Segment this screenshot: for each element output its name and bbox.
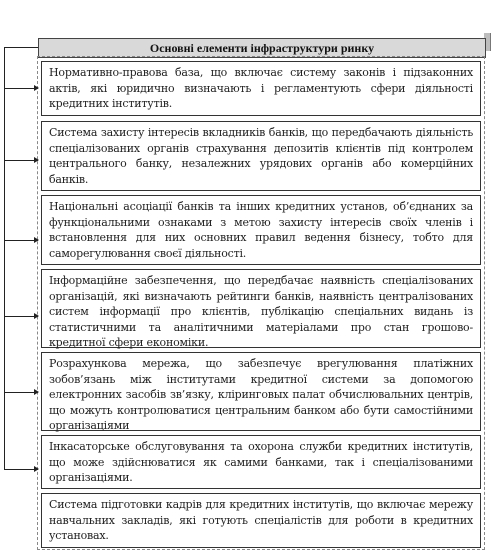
arrow-5 (4, 392, 38, 393)
connector-spine (4, 47, 5, 469)
arrow-4 (4, 316, 38, 317)
element-box-information-support: Інформаційне забезпечення, що передбачає наявність спеціалізованих організацій, які визначають рейтинги банків, наявність централізованих систем інформації про клієнтів, публікацію спеціальних видань із статистичними та аналітичними матеріалами про стан грошово-кредитної сфери економіки. (41, 269, 481, 348)
element-box-settlement-network: Розрахункова мережа, що забезпечує врегулювання платіжних зобов’язань між інститутами кредитної системи за допомогою електронних засобів зв’язку, кліринговых палат обчислювальних центрів, що можуть контролюватися центральним банком або бути самостійними організаціями (41, 352, 481, 431)
element-box-depositor-protection: Система захисту інтересів вкладників банків, що передбачають діяльність спеціалізованих органів страхування депозитів клієнтів під контролем центрального банку, незалежних урядових органів або комерційних банків. (41, 121, 481, 191)
arrow-3 (4, 240, 38, 241)
arrow-2 (4, 160, 38, 161)
element-box-cash-collection: Інкасаторське обслуговування та охорона служби кредитних інститутів, що може здійснюватися як самими банками, так і спеціалізованими організаціями. (41, 435, 481, 489)
arrow-6 (4, 469, 38, 470)
element-box-legal-base: Нормативно-правова база, що включає систему законів і підзаконних актів, які юридично визначають і регламентують сфери діяльності кредитних інститутів. (41, 61, 481, 116)
element-box-associations: Національні асоціації банків та інших кредитних установ, об’єднаних за функціональними ознаками з метою захисту інтересів своїх членів і встановлення для них основних правил ведення бізнесу, тобто для саморегулювання своєї діяльності. (41, 195, 481, 265)
diagram-title: Основні елементи інфраструктури ринку (38, 38, 486, 58)
arrow-1 (4, 88, 38, 89)
element-box-staff-training: Система підготовки кадрів для кредитних інститутів, що включає мережу навчальних закладів, які готують спеціалістів для роботи в кредитних установах. (41, 493, 481, 548)
connector-to-title (4, 47, 38, 48)
